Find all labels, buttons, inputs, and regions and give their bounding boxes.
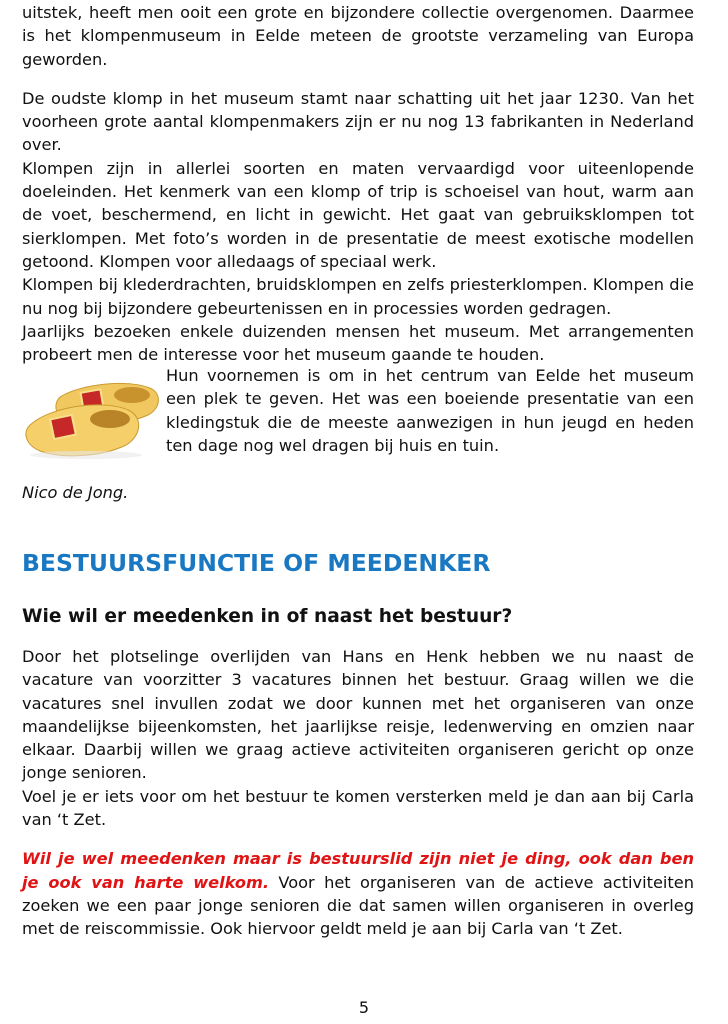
intro-paragraph-5: Jaarlijks bezoeken enkele duizenden mensen het museum. Met arrangementen probeert men de interesse voor het museum gaande te houden.: [22, 321, 694, 365]
intro-paragraph-3: Klompen zijn in allerlei soorten en maten vervaardigd voor uiteenlopende doeleinden. Het kenmerk van een klomp of trip is schoeisel van hout, warm aan de voet, beschermend, en licht in gewicht. Het gaat van gebruiksklompen tot sierklompen. Met foto’s worden in de presentatie de meest exotische modellen getoond. Klompen voor alledaags of speciaal werk.: [22, 158, 694, 271]
section-paragraph-2: Voel je er iets voor om het bestuur te komen versterken meld je dan aan bij Carla van ‘t Zet.: [22, 786, 694, 830]
page-number: 5: [358, 998, 370, 1017]
wooden-clogs-image: [22, 375, 162, 460]
section-body: [22, 645, 694, 941]
section-paragraph-3-rest: Voor het organiseren van de actieve activiteiten zoeken we een paar jonge senioren die dat samen willen organiseren in overleg met de reiscommissie. Ook hiervoor geldt meld je aan bij Carla van ‘t Zet.: [22, 872, 695, 939]
section-heading: BESTUURSFUNCTIE OF MEEDENKER: [22, 549, 491, 577]
image-side-text: Hun voornemen is om in het centrum van Eelde het museum een plek te geven. Het was een boeiende presentatie van een kledingstuk die de meeste aanwezigen in hun jeugd en heden ten dage nog wel dragen bij huis en tuin.: [166, 366, 694, 455]
section-paragraph-1: Door het plotselinge overlijden van Hans en Henk hebben we nu naast de vacature van voorzitter 3 vacatures binnen het bestuur. Graag willen we die vacatures snel invullen zodat we door kunnen met het organiseren van onze maandelijkse bijeenkomsten, het jaarlijkse reisje, ledenwerving en omzien naar elkaar. Daarbij willen we graag actieve activiteiten organiseren gericht op onze jonge senioren.: [22, 647, 694, 783]
intro-block: [22, 1, 694, 366]
intro-paragraph-2: De oudste klomp in het museum stamt naar schatting uit het jaar 1230. Van het voorheen grote aantal klompenmakers zijn er nu nog 13 fabrikanten in Nederland over.: [22, 88, 694, 155]
highlight-text: Wil je wel meedenken maar is bestuurslid zijn niet je ding, ook dan ben je ook van harte welkom.: [22, 849, 694, 892]
intro-paragraph-1: uitstek, heeft men ooit een grote en bijzondere collectie overgenomen. Daarmee is het klompenmuseum in Eelde meteen de grootste verzameling van Europa geworden.: [22, 3, 694, 69]
section-subheading: Wie wil er meedenken in of naast het bestuur?: [22, 606, 513, 627]
author-signature: Nico de Jong.: [22, 483, 129, 502]
section-paragraph-3: [22, 847, 694, 940]
intro-paragraph-4: Klompen bij klederdrachten, bruidsklompen en zelfs priesterklompen. Klompen die nu nog bij bijzondere gebeurtenissen en in processies worden gedragen.: [22, 275, 694, 318]
